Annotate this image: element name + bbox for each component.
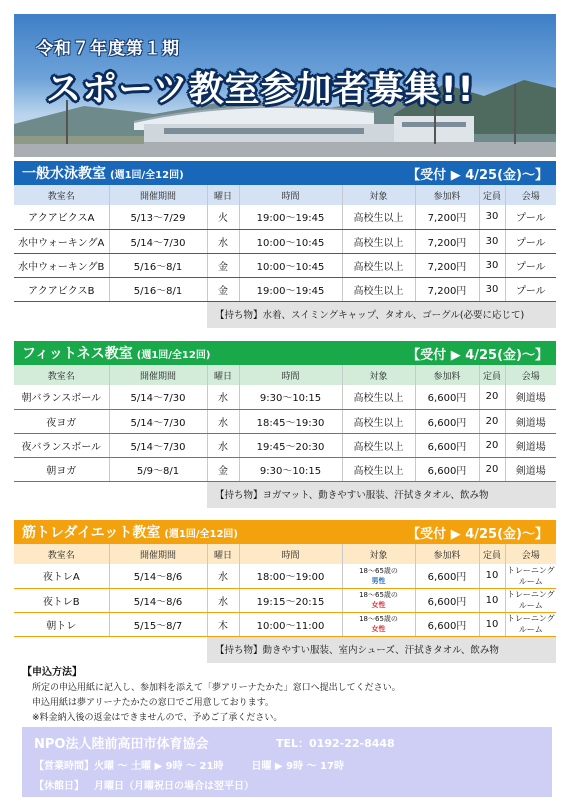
target-gender: 女性 (371, 601, 386, 609)
training-class-section (14, 520, 556, 663)
class-name: 朝バランスボール (14, 385, 109, 409)
col-header: 曜日 (207, 365, 239, 385)
application-line: 申込用紙は夢アリーナたかたの窓口でご用意しております。 (32, 698, 274, 708)
capacity: 10 (479, 588, 505, 612)
table-row (14, 409, 556, 433)
target: 高校生以上 (342, 229, 415, 253)
class-name: 夜バランスボール (14, 433, 109, 457)
target-gender: 男性 (371, 576, 386, 585)
time: 10:00〜10:45 (239, 253, 342, 277)
table-row (14, 253, 556, 277)
table-row (14, 612, 556, 636)
period: 5/15〜8/7 (109, 612, 207, 636)
items-to-bring: 【持ち物】水着、スイミングキャップ、タオル、ゴーグル(必要に応じて) (207, 302, 556, 328)
capacity: 20 (479, 433, 505, 457)
table-row (14, 588, 556, 612)
col-header: 時間 (239, 185, 342, 205)
registration-deadline: 【受付 ▶ 4/25(金)〜】 (407, 347, 548, 363)
venue: 剣道場 (505, 385, 556, 409)
target-age: 18〜65歳の (359, 615, 398, 623)
period: 5/14〜7/30 (109, 229, 207, 253)
class-name: 朝トレ (14, 612, 109, 636)
organizer-footer (22, 727, 552, 797)
period: 5/14〜8/6 (109, 564, 207, 588)
class-name: 水中ウォーキングB (14, 253, 109, 277)
fee: 7,200円 (415, 277, 479, 301)
target: 高校生以上 (342, 385, 415, 409)
target (342, 564, 415, 588)
capacity: 30 (479, 277, 505, 301)
section-frequency: (週1回/全12回) (110, 170, 184, 181)
table-header-row (14, 185, 556, 205)
weekday: 水 (207, 433, 239, 457)
organization-name: NPO法人陸前高田市体育協会 (34, 737, 209, 752)
class-name: アクアビクスA (14, 205, 109, 229)
venue: プール (505, 277, 556, 301)
fitness-class-section (14, 341, 556, 508)
col-header: 対象 (342, 365, 415, 385)
venue: 剣道場 (505, 433, 556, 457)
time: 18:45〜19:30 (239, 409, 342, 433)
period: 5/14〜7/30 (109, 385, 207, 409)
items-to-bring: 【持ち物】ヨガマット、動きやすい服装、汗拭きタオル、飲み物 (207, 482, 556, 508)
target: 高校生以上 (342, 433, 415, 457)
target: 高校生以上 (342, 253, 415, 277)
col-header: 教室名 (14, 365, 109, 385)
capacity: 10 (479, 612, 505, 636)
closed-days (34, 777, 540, 792)
class-schedule-table (14, 365, 556, 482)
hours-weekday: 火曜 〜 土曜 ▶ 9時 〜 21時 (94, 761, 224, 772)
period: 5/16〜8/1 (109, 253, 207, 277)
hero-banner (14, 14, 556, 157)
section-header (14, 161, 556, 185)
section-frequency: (週1回/全12回) (136, 350, 211, 361)
table-row (14, 385, 556, 409)
table-header-row (14, 365, 556, 385)
fee: 6,600円 (415, 433, 479, 457)
section-header (14, 520, 556, 544)
fee: 6,600円 (415, 564, 479, 588)
class-name: 夜トレB (14, 588, 109, 612)
capacity: 20 (479, 409, 505, 433)
weekday: 金 (207, 457, 239, 481)
table-row (14, 205, 556, 229)
table-row (14, 433, 556, 457)
venue: トレーニングルーム (506, 590, 555, 610)
table-row (14, 564, 556, 588)
capacity: 30 (479, 253, 505, 277)
application-heading: 【申込方法】 (22, 667, 82, 678)
registration-deadline: 【受付 ▶ 4/25(金)〜】 (407, 167, 548, 183)
class-name: 水中ウォーキングA (14, 229, 109, 253)
capacity: 30 (479, 205, 505, 229)
table-row (14, 277, 556, 301)
target: 高校生以上 (342, 205, 415, 229)
class-schedule-table (14, 544, 556, 637)
phone-number: TEL：0192-22-8448 (276, 737, 395, 750)
table-header-row (14, 544, 556, 564)
refund-notice: ※料金納入後の返金はできませんので、予めご了承ください。 (32, 713, 283, 723)
col-header: 教室名 (14, 185, 109, 205)
time: 19:45〜20:30 (239, 433, 342, 457)
class-name: 夜トレA (14, 564, 109, 588)
col-header: 参加料 (415, 544, 479, 564)
section-title: 筋トレダイエット教室 (22, 525, 161, 541)
capacity: 20 (479, 457, 505, 481)
capacity: 10 (479, 564, 505, 588)
venue: プール (505, 205, 556, 229)
period: 5/9〜8/1 (109, 457, 207, 481)
target-gender: 女性 (371, 625, 386, 633)
weekday: 金 (207, 277, 239, 301)
weekday: 木 (207, 612, 239, 636)
closed-label: 【休館日】 (34, 781, 84, 792)
col-header: 対象 (342, 185, 415, 205)
venue: 剣道場 (505, 457, 556, 481)
weekday: 水 (207, 229, 239, 253)
fee: 6,600円 (415, 457, 479, 481)
weekday: 水 (207, 564, 239, 588)
time: 19:00〜19:45 (239, 205, 342, 229)
period: 5/14〜7/30 (109, 433, 207, 457)
fee: 6,600円 (415, 612, 479, 636)
target: 高校生以上 (342, 277, 415, 301)
application-method (22, 663, 552, 726)
fee: 6,600円 (415, 588, 479, 612)
target: 高校生以上 (342, 409, 415, 433)
fee: 7,200円 (415, 229, 479, 253)
col-header: 時間 (239, 365, 342, 385)
capacity: 20 (479, 385, 505, 409)
page-title: スポーツ教室参加者募集!! (46, 70, 475, 110)
section-title: 一般水泳教室 (22, 166, 106, 182)
application-line: 所定の申込用紙に記入し、参加料を添えて「夢アリーナたかた」窓口へ提出してください。 (32, 683, 401, 693)
time: 10:00〜10:45 (239, 229, 342, 253)
col-header: 開催期間 (109, 185, 207, 205)
col-header: 曜日 (207, 185, 239, 205)
hours-sunday: 日曜 ▶ 9時 〜 17時 (251, 761, 344, 772)
col-header: 対象 (342, 544, 415, 564)
section-frequency: (週1回/全12回) (164, 529, 238, 540)
fee: 6,600円 (415, 385, 479, 409)
col-header: 開催期間 (109, 544, 207, 564)
weekday: 水 (207, 588, 239, 612)
fee: 6,600円 (415, 409, 479, 433)
time: 19:15〜20:15 (239, 588, 342, 612)
class-name: 朝ヨガ (14, 457, 109, 481)
col-header: 参加料 (415, 185, 479, 205)
time: 9:30〜10:15 (239, 385, 342, 409)
col-header: 定員 (479, 544, 505, 564)
business-hours (34, 757, 540, 772)
table-row (14, 457, 556, 481)
section-title: フィットネス教室 (22, 346, 133, 362)
col-header: 時間 (239, 544, 342, 564)
target-age: 18〜65歳の (359, 591, 398, 599)
venue: プール (505, 253, 556, 277)
swim-class-section (14, 161, 556, 328)
registration-deadline: 【受付 ▶ 4/25(金)〜】 (407, 526, 548, 542)
target (342, 588, 415, 612)
table-row (14, 229, 556, 253)
weekday: 水 (207, 385, 239, 409)
venue: トレーニングルーム (505, 564, 556, 588)
class-name: 夜ヨガ (14, 409, 109, 433)
capacity: 30 (479, 229, 505, 253)
time: 19:00〜19:45 (239, 277, 342, 301)
class-schedule-table (14, 185, 556, 302)
col-header: 会場 (505, 365, 556, 385)
period: 5/16〜8/1 (109, 277, 207, 301)
weekday: 火 (207, 205, 239, 229)
items-to-bring: 【持ち物】動きやすい服装、室内シューズ、汗拭きタオル、飲み物 (207, 637, 556, 663)
venue: トレーニングルーム (506, 614, 555, 634)
fee: 7,200円 (415, 253, 479, 277)
col-header: 教室名 (14, 544, 109, 564)
time: 9:30〜10:15 (239, 457, 342, 481)
closed-text: 月曜日（月曜祝日の場合は翌平日） (94, 781, 254, 792)
venue: プール (505, 229, 556, 253)
period: 5/13〜7/29 (109, 205, 207, 229)
time: 18:00〜19:00 (239, 564, 342, 588)
time: 10:00〜11:00 (239, 612, 342, 636)
class-name: アクアビクスB (14, 277, 109, 301)
fee: 7,200円 (415, 205, 479, 229)
col-header: 曜日 (207, 544, 239, 564)
weekday: 水 (207, 409, 239, 433)
col-header: 定員 (479, 185, 505, 205)
col-header: 会場 (505, 544, 556, 564)
col-header: 参加料 (415, 365, 479, 385)
period: 5/14〜8/6 (109, 588, 207, 612)
col-header: 開催期間 (109, 365, 207, 385)
season-label: 令和７年度第１期 (36, 39, 180, 59)
weekday: 金 (207, 253, 239, 277)
target-age: 18〜65歳の (359, 566, 398, 575)
venue: 剣道場 (505, 409, 556, 433)
col-header: 会場 (505, 185, 556, 205)
period: 5/14〜7/30 (109, 409, 207, 433)
section-header (14, 341, 556, 365)
target (342, 612, 415, 636)
hours-label: 【営業時間】 (34, 761, 94, 772)
target: 高校生以上 (342, 457, 415, 481)
col-header: 定員 (479, 365, 505, 385)
